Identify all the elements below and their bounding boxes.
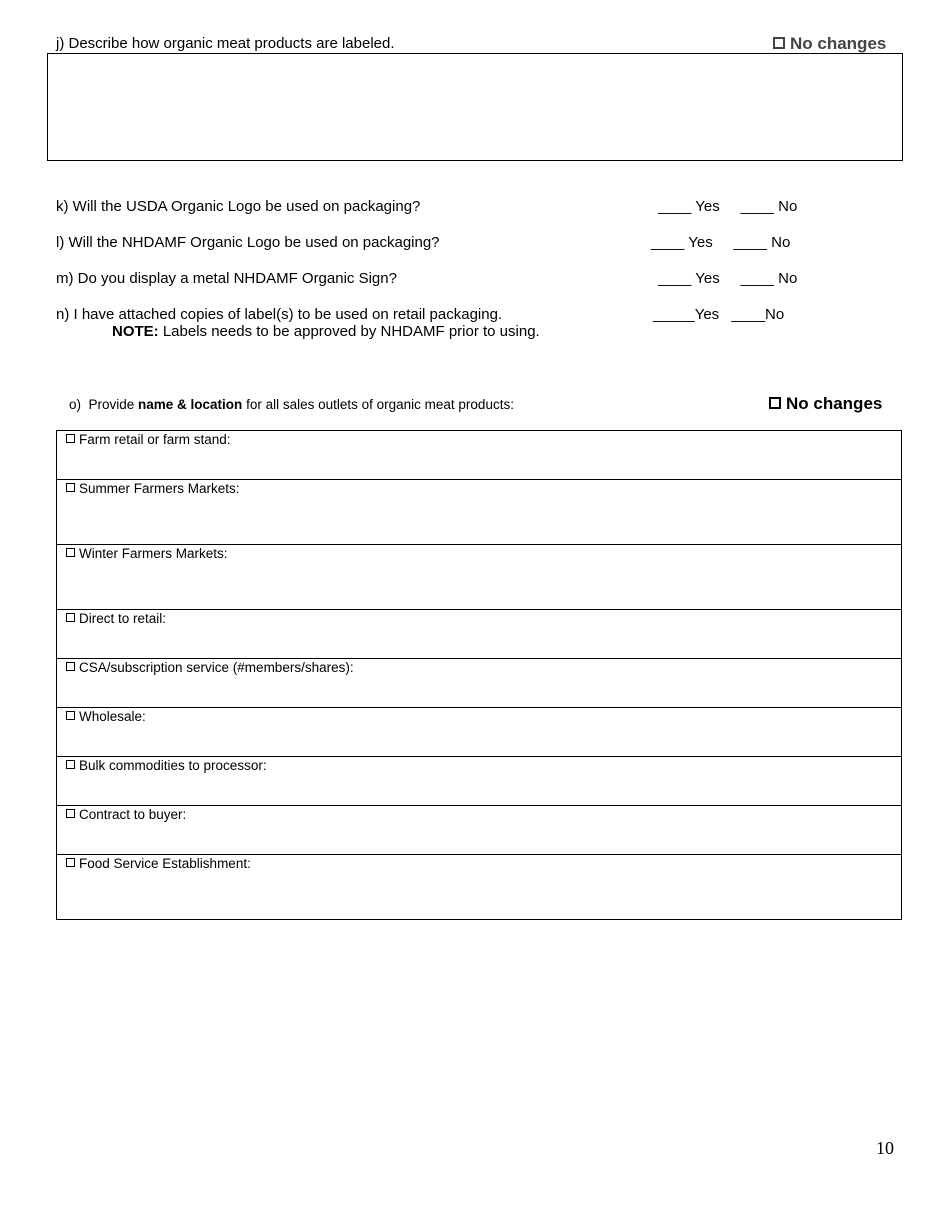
checkbox-icon[interactable] — [66, 711, 75, 720]
question-j-no-changes[interactable] — [773, 34, 886, 54]
outlet-label: Wholesale: — [79, 709, 146, 724]
no-changes-label: No changes — [786, 394, 883, 413]
sales-outlets-table — [56, 430, 902, 920]
outlet-row-csa[interactable] — [57, 659, 901, 708]
question-n-text: n) I have attached copies of label(s) to be used on retail packaging. — [56, 306, 503, 323]
question-l-yes-no[interactable]: ____ Yes ____ No — [651, 234, 791, 251]
outlet-label: Food Service Establishment: — [79, 856, 251, 871]
checkbox-icon[interactable] — [773, 37, 785, 49]
outlet-label: Winter Farmers Markets: — [79, 546, 228, 561]
outlet-row-wholesale[interactable] — [57, 708, 901, 757]
outlet-row-bulk-commodities[interactable] — [57, 757, 901, 806]
checkbox-icon[interactable] — [66, 809, 75, 818]
question-o-text — [69, 397, 514, 412]
checkbox-icon[interactable] — [66, 858, 75, 867]
question-o-suffix: for all sales outlets of organic meat products: — [242, 397, 514, 412]
outlet-row-farm-retail[interactable] — [57, 431, 901, 480]
note-body: Labels needs to be approved by NHDAMF prior to using. — [158, 323, 540, 340]
outlet-label: Direct to retail: — [79, 611, 167, 626]
page-number: 10 — [876, 1138, 894, 1158]
checkbox-icon[interactable] — [66, 662, 75, 671]
outlet-label: Summer Farmers Markets: — [79, 481, 240, 496]
outlet-label: CSA/subscription service (#members/shares): — [79, 660, 354, 675]
question-m-text: m) Do you display a metal NHDAMF Organic Sign? — [56, 270, 397, 287]
checkbox-icon[interactable] — [66, 434, 75, 443]
outlet-label: Farm retail or farm stand: — [79, 432, 231, 447]
checkbox-icon[interactable] — [769, 397, 781, 409]
question-o-prefix: o) Provide — [69, 397, 139, 412]
question-j-answer-box[interactable] — [47, 53, 903, 161]
outlet-row-food-service[interactable] — [57, 855, 901, 919]
outlet-row-summer-markets[interactable] — [57, 480, 901, 545]
outlet-label: Bulk commodities to processor: — [79, 758, 267, 773]
outlet-label: Contract to buyer: — [79, 807, 187, 822]
checkbox-icon[interactable] — [66, 760, 75, 769]
question-o-no-changes[interactable] — [769, 394, 882, 414]
outlet-row-winter-markets[interactable] — [57, 545, 901, 610]
question-k-text: k) Will the USDA Organic Logo be used on packaging? — [56, 198, 421, 215]
question-o-bold: name & location — [138, 397, 243, 412]
question-k-yes-no[interactable]: ____ Yes ____ No — [658, 198, 798, 215]
checkbox-icon[interactable] — [66, 548, 75, 557]
question-n-yes-no[interactable]: _____Yes ____No — [653, 306, 785, 323]
outlet-row-contract-buyer[interactable] — [57, 806, 901, 855]
outlet-row-direct-retail[interactable] — [57, 610, 901, 659]
note-text — [112, 323, 540, 340]
question-l-text: l) Will the NHDAMF Organic Logo be used on packaging? — [56, 234, 440, 251]
question-j-text: j) Describe how organic meat products are labeled. — [56, 35, 395, 52]
no-changes-label: No changes — [790, 34, 887, 53]
checkbox-icon[interactable] — [66, 613, 75, 622]
checkbox-icon[interactable] — [66, 483, 75, 492]
note-label: NOTE: — [112, 323, 159, 340]
question-m-yes-no[interactable]: ____ Yes ____ No — [658, 270, 798, 287]
